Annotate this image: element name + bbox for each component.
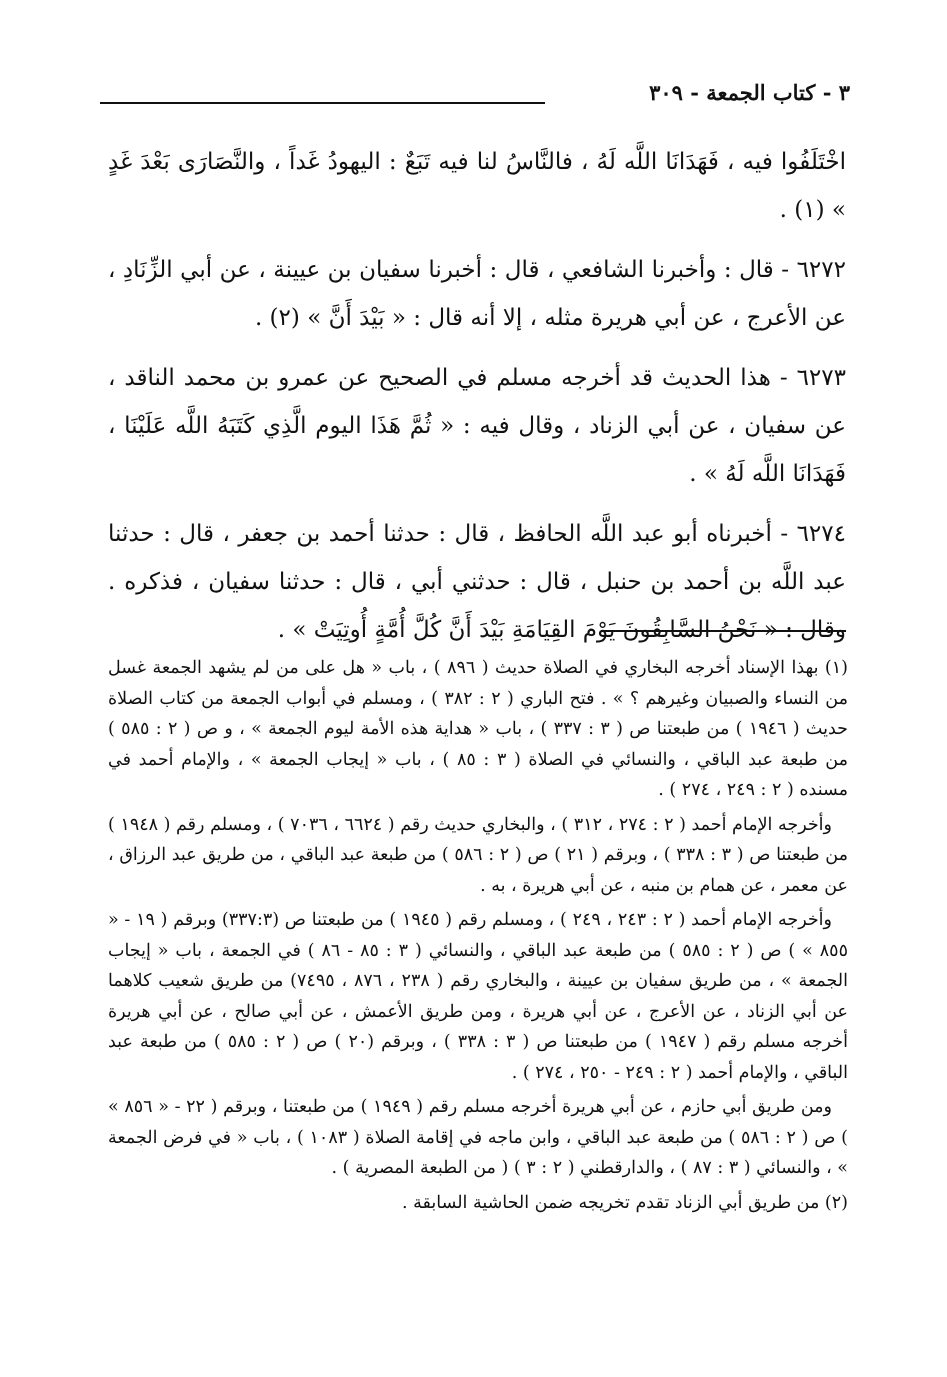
header-rule <box>100 102 545 104</box>
paragraph-6272: ٦٢٧٢ - قال : وأخبرنا الشافعي ، قال : أخبرنا سفيان بن عيينة ، عن أبي الزِّنَادِ ، عن الأعرج ، عن أبي هريرة مثله ، إلا أنه قال : « بَيْدَ أَنَّ » (٢) . <box>108 257 846 331</box>
footnote-1-continuation-a: وأخرجه الإمام أحمد ( ٢ : ٢٧٤ ، ٣١٢ ) ، والبخاري حديث رقم ( ٦٦٢٤ ، ٧٠٣٦ ) ، ومسلم رقم ( ١٩٤٨ ) من طبعتنا ص ( ٣ : ٣٣٨ ) ، وبرقم ( ٢١ ) ص ( ٢ : ٥٨٦ ) من طبعة عبد الباقي ، من طريق عبد الرزاق ، عن معمر ، عن همام بن منبه ، عن أبي هريرة ، به . <box>108 814 848 896</box>
paragraph-6273: ٦٢٧٣ - هذا الحديث قد أخرجه مسلم في الصحيح عن عمرو بن محمد الناقد ، عن سفيان ، عن أبي الزناد ، وقال فيه : « ثُمَّ هَذَا اليوم الَّذِي كَتَبَهُ اللَّه عَلَيْنَا ، فَهَدَانَا اللَّه لَهُ » . <box>108 365 846 487</box>
footnote-1-continuation-c: ومن طريق أبي حازم ، عن أبي هريرة أخرجه مسلم رقم ( ١٩٤٩ ) من طبعتنا ، وبرقم ( ٢٢ - « ٨٥٦ » ) ص ( ٢ : ٥٨٦ ) من طبعة عبد الباقي ، وابن ماجه في إقامة الصلاة ( ١٠٨٣ ) ، باب « في فرض الجمعة » ، والنسائي ( ٣ : ٨٧ ) ، والدارقطني ( ٢ : ٣ ) ( من الطبعة المصرية ) . <box>108 1097 848 1178</box>
footnote-1-continuation-b: وأخرجه الإمام أحمد ( ٢ : ٢٤٣ ، ٢٤٩ ) ، ومسلم رقم ( ١٩٤٥ ) من طبعتنا ص (٣٣٧:٣) وبرقم ( ١٩ - « ٨٥٥ » ) ص ( ٢ : ٥٨٥ ) من طبعة عبد الباقي ، والنسائي ( ٣ : ٨٥ - ٨٦ ) في الجمعة ، باب « إيجاب الجمعة » ، من طريق سفيان بن عيينة ، والبخاري رقم ( ٢٣٨ ، ٨٧٦ ، ٧٤٩٥) من طريق شعيب كلاهما عن أبي الزناد ، عن الأعرج ، عن أبي هريرة ، ومن طريق الأعمش ، عن أبي صالح ، عن أبي هريرة أخرجه مسلم رقم ( ١٩٤٧ ) من طبعتنا ص ( ٣ : ٣٣٨ ) ، وبرقم (٢٠ ) ص ( ٢ : ٥٨٥ ) من طبعة عبد الباقي ، والإمام أحمد ( ٢ : ٢٤٩ - ٢٥٠ ، ٢٧٤ ) . <box>108 910 848 1083</box>
footnote-separator <box>601 630 846 632</box>
main-text <box>108 138 846 666</box>
footnotes <box>108 653 848 1222</box>
header-title: ٣ - كتاب الجمعة - ٣٠٩ <box>649 80 850 105</box>
footnote-1: (١) بهذا الإسناد أخرجه البخاري في الصلاة حديث ( ٨٩٦ ) ، باب « هل على من لم يشهد الجمعة غسل من النساء والصبيان وغيرهم ؟ » . فتح الباري ( ٢ : ٣٨٢ ) ، ومسلم في أبواب الجمعة من كتاب الصلاة حديث ( ١٩٤٦ ) من طبعتنا ص ( ٣ : ٣٣٧ ) ، باب « هداية هذه الأمة ليوم الجمعة » ، و ص ( ٢ : ٥٨٥ ) من طبعة عبد الباقي ، والنسائي في الصلاة ( ٣ : ٨٥ ) ، باب « إيجاب الجمعة » ، والإمام أحمد في مسنده ( ٢ : ٢٤٩ ، ٢٧٤ ) . <box>108 658 848 800</box>
paragraph-6274: ٦٢٧٤ - أخبرناه أبو عبد اللَّه الحافظ ، قال : حدثنا أحمد بن جعفر ، قال : حدثنا عبد اللَّه بن أحمد بن حنبل ، قال : حدثني أبي ، قال : حدثنا سفيان ، فذكره . وقال : « نَحْنُ السَّابِقُونَ يَوْمَ القِيَامَةِ بَيْدَ أَنَّ كُلَّ أُمَّةٍ أُوتِيَتْ » . <box>108 521 846 643</box>
footnote-2: (٢) من طريق أبي الزناد تقدم تخريجه ضمن الحاشية السابقة . <box>402 1192 848 1213</box>
paragraph-continuation: اخْتَلَفُوا فيه ، فَهَدَانَا اللَّه لَهُ ، فالنَّاسُ لنا فيه تَبَعٌ : اليهودُ غَداً ، والنَّصَارَى بَعْدَ غَدٍ » (١) . <box>108 149 846 223</box>
running-header <box>100 80 850 114</box>
